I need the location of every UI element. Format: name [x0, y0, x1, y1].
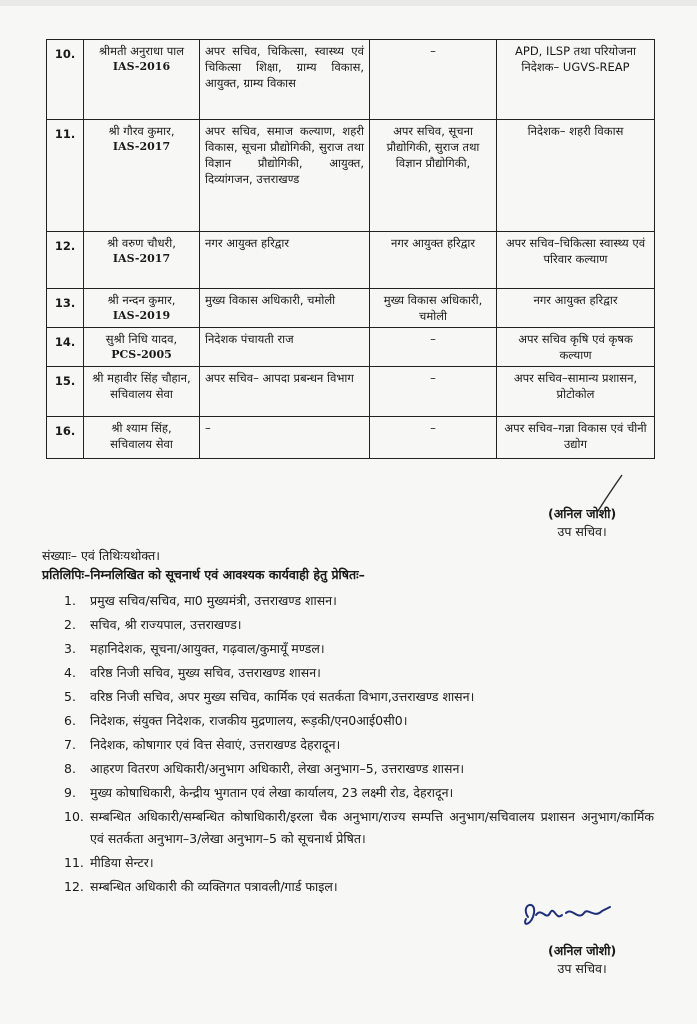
signature-block-1	[548, 505, 616, 541]
table-row	[47, 367, 655, 417]
copy-list	[64, 590, 654, 900]
signatory-name-2: (अनिल जोशी)	[548, 943, 617, 958]
current-post: –	[200, 417, 370, 459]
list-item-number: 4.	[64, 665, 76, 680]
current-post: अपर सचिव, समाज कल्याण, शहरी विकास, सूचना प्रौद्योगिकी, सुराज तथा विज्ञान प्रौद्योगिकी, आयुक्त, दिव्यांगजन, उत्तराखण्ड	[200, 120, 370, 232]
list-item	[64, 638, 654, 660]
officer-service: सचिवालय सेवा	[110, 437, 173, 451]
list-item	[64, 614, 654, 636]
new-posting: अपर सचिव–सामान्य प्रशासन, प्रोटोकोल	[497, 367, 655, 417]
copy-heading: प्रतिलिपिः–निम्नलिखित को सूचनार्थ एवं आवश्यक कार्यवाही हेतु प्रेषितः–	[42, 567, 365, 582]
list-item	[64, 758, 654, 780]
officer-cell	[84, 417, 200, 459]
transfer-table	[46, 39, 655, 459]
row-number: 13.	[47, 289, 84, 328]
list-item-number: 1.	[64, 593, 76, 608]
signatory-designation-1: उप सचिव।	[557, 524, 607, 539]
officer-name: श्री महावीर सिंह चौहान,	[92, 371, 191, 385]
new-posting: अपर सचिव–चिकित्सा स्वास्थ्य एवं परिवार कल्याण	[497, 232, 655, 289]
current-post: नगर आयुक्त हरिद्वार	[200, 232, 370, 289]
list-item-number: 11.	[64, 855, 84, 870]
signatory-name-1: (अनिल जोशी)	[548, 506, 617, 521]
list-item-text: मुख्य कोषाधिकारी, केन्द्रीय भुगतान एवं लेखा कार्यालय, 23 लक्ष्मी रोड, देहरादून।	[90, 785, 454, 800]
list-item-text: आहरण वितरण अधिकारी/अनुभाग अधिकारी, लेखा अनुभाग–5, उत्तराखण्ड शासन।	[90, 761, 465, 776]
released-post: –	[370, 328, 497, 367]
new-posting: APD, ILSP तथा परियोजना निदेशक– UGVS-REAP	[497, 40, 655, 120]
list-item	[64, 662, 654, 684]
officer-service: IAS-2017	[112, 140, 171, 153]
list-item	[64, 710, 654, 732]
officer-service: IAS-2019	[112, 309, 171, 322]
signatory-designation-2: उप सचिव।	[557, 961, 607, 976]
list-item-text: सम्बन्धित अधिकारी/सम्बन्धित कोषाधिकारी/इरला चैक अनुभाग/राज्य सम्पत्ति अनुभाग/सचिवालय प्रशासन अनुभाग/कार्मिक एवं सतर्कता अनुभाग–3/लेखा अनुभाग–5 को सूचनार्थ प्रेषित।	[90, 809, 654, 846]
list-item-text: वरिष्ठ निजी सचिव, मुख्य सचिव, उत्तराखण्ड शासन।	[90, 665, 321, 680]
new-posting: निदेशक– शहरी विकास	[497, 120, 655, 232]
officer-cell	[84, 289, 200, 328]
officer-cell	[84, 232, 200, 289]
officer-name: श्री नन्दन कुमार,	[107, 293, 176, 307]
list-item	[64, 806, 654, 850]
officer-name: सुश्री निधि यादव,	[105, 332, 178, 346]
officer-cell	[84, 40, 200, 120]
officer-service: IAS-2017	[112, 252, 171, 265]
list-item-number: 5.	[64, 689, 76, 704]
released-post: –	[370, 40, 497, 120]
reference-line: संख्याः– एवं तिथिःयथोक्त।	[42, 548, 160, 563]
row-number: 14.	[47, 328, 84, 367]
new-posting: नगर आयुक्त हरिद्वार	[497, 289, 655, 328]
list-item-text: महानिदेशक, सूचना/आयुक्त, गढ़वाल/कुमायूँ मण्डल।	[90, 641, 325, 656]
list-item-text: सम्बन्धित अधिकारी की व्यक्तिगत पत्रावली/गार्ड फाइल।	[90, 879, 338, 894]
current-post: अपर सचिव, चिकित्सा, स्वास्थ्य एवं चिकित्सा शिक्षा, ग्राम्य विकास, आयुक्त, ग्राम्य विकास	[200, 40, 370, 120]
list-item-number: 6.	[64, 713, 76, 728]
list-item-text: निदेशक, कोषागार एवं वित्त सेवाएं, उत्तराखण्ड देहरादून।	[90, 737, 341, 752]
row-number: 12.	[47, 232, 84, 289]
row-number: 15.	[47, 367, 84, 417]
list-item-text: सचिव, श्री राज्यपाल, उत्तराखण्ड।	[90, 617, 242, 632]
list-item-number: 12.	[64, 879, 84, 894]
officer-service: सचिवालय सेवा	[110, 387, 173, 401]
current-post: मुख्य विकास अधिकारी, चमोली	[200, 289, 370, 328]
released-post: नगर आयुक्त हरिद्वार	[370, 232, 497, 289]
row-number: 10.	[47, 40, 84, 120]
officer-cell	[84, 367, 200, 417]
released-post: –	[370, 417, 497, 459]
current-post: निदेशक पंचायती राज	[200, 328, 370, 367]
top-edge-band	[0, 0, 697, 6]
list-item	[64, 734, 654, 756]
list-item-number: 10.	[64, 809, 84, 824]
current-post: अपर सचिव– आपदा प्रबन्धन विभाग	[200, 367, 370, 417]
officer-name: श्री श्याम सिंह,	[111, 421, 172, 435]
table-row	[47, 232, 655, 289]
list-item-number: 9.	[64, 785, 76, 800]
officer-name: श्रीमती अनुराधा पाल	[98, 44, 185, 58]
list-item	[64, 686, 654, 708]
officer-name: श्री वरुण चौधरी,	[107, 236, 176, 250]
list-item-text: मीडिया सेन्टर।	[90, 855, 154, 870]
released-post: अपर सचिव, सूचना प्रौद्योगिकी, सुराज तथा विज्ञान प्रौद्योगिकी,	[370, 120, 497, 232]
table-row	[47, 417, 655, 459]
list-item	[64, 852, 654, 874]
new-posting: अपर सचिव कृषि एवं कृषक कल्याण	[497, 328, 655, 367]
signature-block-2	[548, 942, 616, 978]
table-row	[47, 328, 655, 367]
list-item-number: 8.	[64, 761, 76, 776]
signature-scribble-2	[518, 895, 618, 935]
list-item	[64, 782, 654, 804]
row-number: 16.	[47, 417, 84, 459]
officer-service: IAS-2016	[112, 60, 171, 73]
released-post: मुख्य विकास अधिकारी, चमोली	[370, 289, 497, 328]
list-item	[64, 590, 654, 612]
list-item-number: 7.	[64, 737, 76, 752]
list-item-number: 2.	[64, 617, 76, 632]
list-item-text: निदेशक, संयुक्त निदेशक, राजकीय मुद्रणालय, रूड़की/एन0आई0सी0।	[90, 713, 408, 728]
list-item-number: 3.	[64, 641, 76, 656]
list-item-text: वरिष्ठ निजी सचिव, अपर मुख्य सचिव, कार्मिक एवं सतर्कता विभाग,उत्तराखण्ड शासन।	[90, 689, 475, 704]
table-row	[47, 40, 655, 120]
list-item-text: प्रमुख सचिव/सचिव, मा0 मुख्यमंत्री, उत्तराखण्ड शासन।	[90, 593, 337, 608]
officer-cell	[84, 328, 200, 367]
released-post: –	[370, 367, 497, 417]
officer-name: श्री गौरव कुमार,	[108, 124, 175, 138]
new-posting: अपर सचिव–गन्ना विकास एवं चीनी उद्योग	[497, 417, 655, 459]
officer-cell	[84, 120, 200, 232]
row-number: 11.	[47, 120, 84, 232]
officer-service: PCS-2005	[111, 348, 172, 361]
table-row	[47, 289, 655, 328]
table-row	[47, 120, 655, 232]
